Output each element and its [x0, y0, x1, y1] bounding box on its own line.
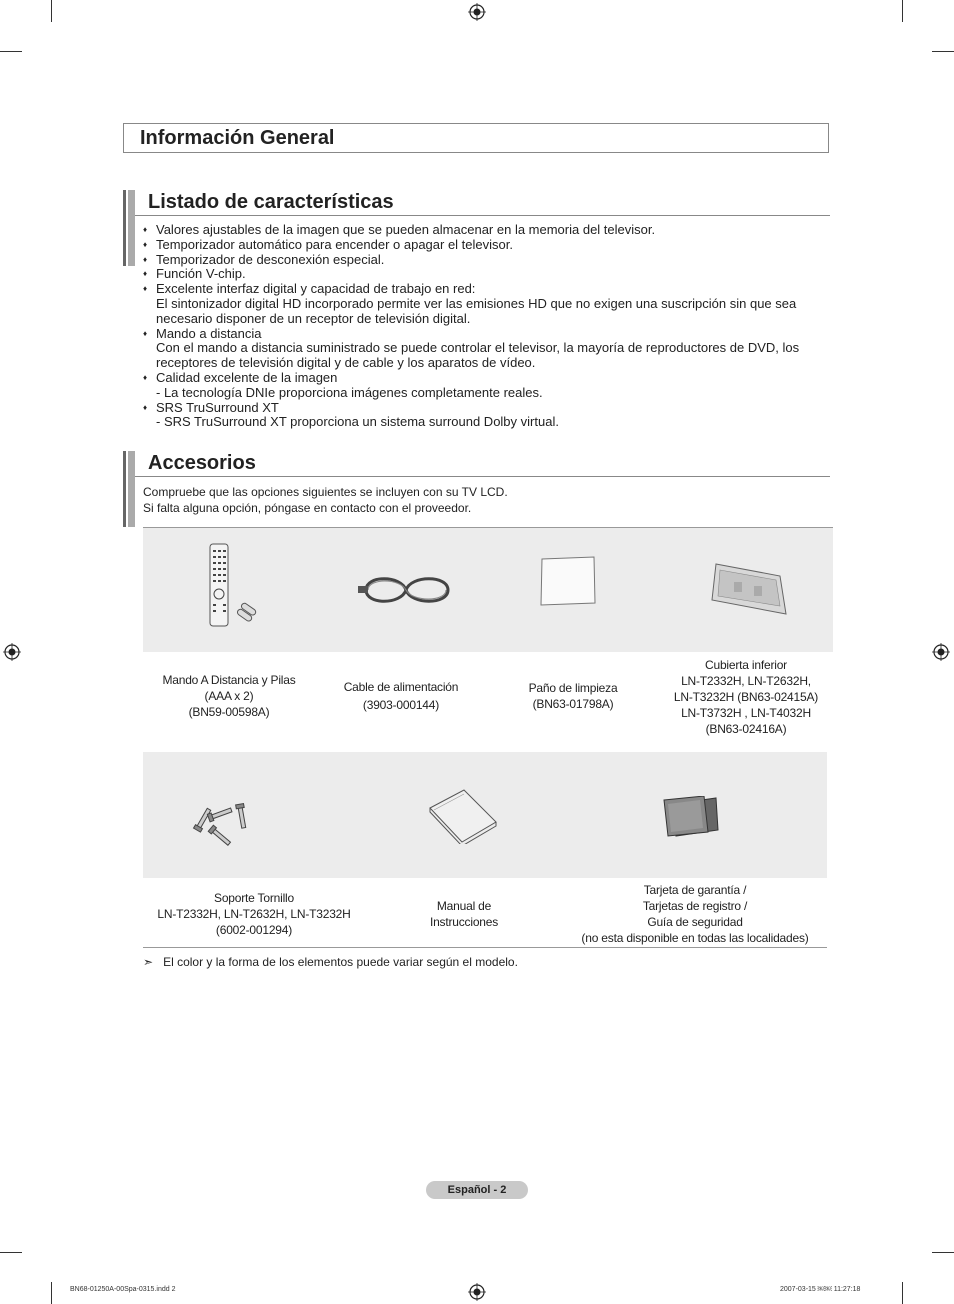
- accessory-caption: Manual de Instrucciones: [429, 899, 499, 929]
- bottom-cover-icon: [706, 560, 790, 618]
- note: [143, 955, 518, 969]
- feature-item: [143, 282, 823, 326]
- accessories-intro: [143, 484, 508, 516]
- crop-mark: [0, 51, 22, 52]
- feature-text: SRS TruSurround XT: [156, 399, 279, 415]
- registration-mark-icon: [932, 643, 950, 661]
- crop-mark: [932, 51, 954, 52]
- bullet-diamond-icon: ♦: [143, 328, 148, 338]
- accessory-caption: Mando A Distancia y Pilas (AAA x 2) (BN59-00598A): [162, 673, 296, 719]
- section-bar: [123, 451, 135, 527]
- crop-mark: [51, 0, 52, 22]
- feature-text: Función V-chip.: [156, 266, 246, 282]
- note-arrow-icon: ➣: [143, 955, 154, 969]
- cleaning-cloth-icon: [538, 555, 598, 607]
- feature-list: [143, 223, 823, 430]
- feature-text: Valores ajustables de la imagen que se pueden almacenar en la memoria del televisor.: [156, 222, 656, 237]
- accessory-caption: Paño de limpieza (BN63-01798A): [528, 681, 618, 711]
- feature-item: [143, 253, 823, 268]
- feature-item: [143, 267, 823, 282]
- screws-icon: [190, 798, 254, 850]
- registration-mark-icon: [468, 3, 486, 21]
- intro-line: Compruebe que las opciones siguientes se incluyen con su TV LCD.: [143, 485, 508, 499]
- feature-description: - La tecnología DNIe proporciona imágenes completamente reales.: [156, 384, 543, 400]
- file-info: BN68-01250A-00Spa-0315.indd 2: [70, 1286, 176, 1293]
- feature-text: Mando a distancia: [156, 325, 262, 341]
- power-cable-icon: [356, 570, 456, 610]
- manual-icon: [428, 788, 498, 844]
- page-number-badge: Español - 2: [426, 1181, 528, 1199]
- features-heading: Listado de características: [148, 191, 394, 213]
- feature-text: Calidad excelente de la imagen: [156, 369, 338, 385]
- feature-description: Con el mando a distancia suministrado se puede controlar el televisor, la mayoría de reproductores de DVD, los receptores de televisión digital y de cable y los aparatos de vídeo.: [156, 340, 800, 371]
- accessory-caption: Soporte Tornillo LN-T2332H, LN-T2632H, LN-T3232H (6002-001294): [157, 891, 351, 937]
- crop-mark: [902, 1282, 903, 1304]
- bullet-diamond-icon: ♦: [143, 239, 148, 249]
- bullet-diamond-icon: ♦: [143, 402, 148, 412]
- page-title-box: [123, 123, 829, 153]
- feature-item: [143, 371, 823, 401]
- bullet-diamond-icon: ♦: [143, 269, 148, 279]
- section-bar: [123, 190, 135, 266]
- crop-mark: [51, 1282, 52, 1304]
- feature-item: [143, 223, 823, 238]
- feature-text: Temporizador de desconexión especial.: [156, 251, 385, 267]
- intro-line: Si falta alguna opción, póngase en contacto con el proveedor.: [143, 501, 472, 515]
- divider: [143, 947, 827, 948]
- feature-description: - SRS TruSurround XT proporciona un sistema surround Dolby virtual.: [156, 414, 559, 430]
- registration-mark-icon: [468, 1283, 486, 1301]
- divider: [135, 215, 830, 216]
- registration-mark-icon: [3, 643, 21, 661]
- accessory-caption: Tarjeta de garantía / Tarjetas de registro / Guía de seguridad (no esta disponible en todas las localidades): [581, 883, 809, 945]
- feature-text: Excelente interfaz digital y capacidad de trabajo en red:: [156, 281, 476, 297]
- feature-text: Temporizador automático para encender o apagar el televisor.: [156, 236, 513, 252]
- bullet-diamond-icon: ♦: [143, 225, 148, 234]
- bullet-diamond-icon: ♦: [143, 254, 148, 264]
- feature-item: [143, 327, 823, 371]
- page-title: Información General: [140, 127, 335, 149]
- accessory-caption: Cubierta inferior LN-T2332H, LN-T2632H, LN-T3232H (BN63-02415A) LN-T3732H , LN-T4032H (BN63-02416A): [673, 658, 819, 736]
- crop-mark: [902, 0, 903, 22]
- crop-mark: [0, 1252, 22, 1253]
- feature-description: El sintonizador digital HD incorporado permite ver las emisiones HD que no exigen una suscripción sin que sea necesario disponer de un receptor de televisión digital.: [156, 295, 797, 326]
- accessory-caption: Cable de alimentación (3903-000144): [343, 680, 459, 712]
- accessories-heading: Accesorios: [148, 452, 256, 474]
- crop-mark: [932, 1252, 954, 1253]
- bullet-diamond-icon: ♦: [143, 284, 148, 294]
- divider: [135, 476, 830, 477]
- warranty-cards-icon: [660, 796, 722, 840]
- date-info: 2007-03-15 ￼￼ 11:27:18: [780, 1286, 861, 1293]
- remote-control-icon: [198, 540, 262, 630]
- feature-item: [143, 401, 823, 431]
- note-text: El color y la forma de los elementos puede variar según el modelo.: [163, 955, 518, 969]
- bullet-diamond-icon: ♦: [143, 372, 148, 382]
- feature-item: [143, 238, 823, 253]
